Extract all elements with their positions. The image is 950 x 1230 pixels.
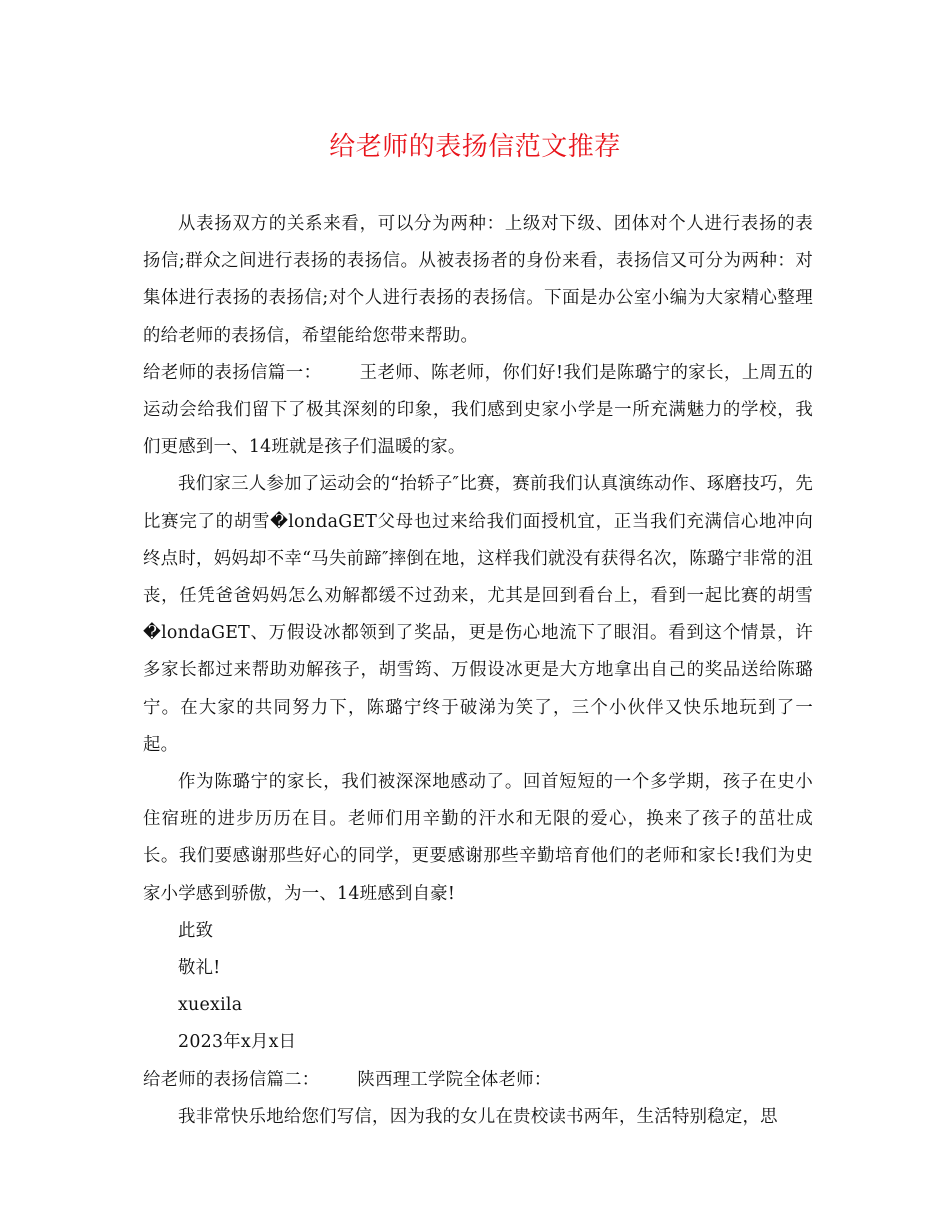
letter2-opening: 陕西理工学院全体老师：	[357, 1069, 552, 1090]
letter1-opening: 王老师、陈老师，你们好!我们是陈璐宁的家长，上周五的运动会给我们留下了极其深刻的印象，我们感到史家小学是一所充满魅力的学校，我们更感到一、14班就是孩子们温暖的家。	[143, 362, 813, 458]
intro-paragraph: 从表扬双方的关系来看，可以分为两种：上级对下级、团体对个人进行表扬的表扬信;群众之间进行表扬的表扬信。从被表扬者的身份来看，表扬信又可分为两种：对集体进行表扬的表扬信;对个人进行表扬的表扬信。下面是办公室小编为大家精心整理的给老师的表扬信，希望能给您带来帮助。	[143, 214, 813, 346]
letter1-paragraph-2: 我们家三人参加了运动会的“抬轿子″比赛，赛前我们认真演练动作、琢磨技巧，先比赛完了的胡雪�londaGET父母也过来给我们面授机宜，正当我们充满信心地冲向终点时，妈妈却不幸“马失前蹄″摔倒在地，这样我们就没有获得名次，陈璐宁非常的沮丧，任凭爸爸妈妈怎么劝解都缓不过劲来，尤其是回到看台上，看到一起比赛的胡雪�londaGET、万假设冰都领到了奖品，更是伤心地流下了眼泪。看到这个情景，许多家长都过来帮助劝解孩子，胡雪筠、万假设冰更是大方地拿出自己的奖品送给陈璐宁。在大家的共同努力下，陈璐宁终于破涕为笑了，三个小伙伴又快乐地玩到了一起。	[143, 474, 813, 755]
closing-line-1: 此致	[178, 920, 214, 941]
letter1-paragraph-3: 作为陈璐宁的家长，我们被深深地感动了。回首短短的一个多学期，孩子在史小住宿班的进步历历在目。老师们用辛勤的汗水和无限的爱心，换来了孩子的茁壮成长。我们要感谢那些好心的同学，更要感谢那些辛勤培育他们的老师和家长!我们为史家小学感到骄傲，为一、14班感到自豪!	[143, 772, 813, 904]
letter2-first-paragraph	[143, 1062, 813, 1099]
signature: xuexila	[178, 995, 243, 1016]
letter1-first-paragraph	[143, 355, 813, 467]
letter-date: 2023年x月x日	[178, 1032, 297, 1053]
document-body	[143, 206, 813, 1136]
letter2-heading: 给老师的表扬信篇二：	[143, 1069, 320, 1090]
page-title: 给老师的表扬信范文推荐	[329, 132, 621, 162]
letter1-heading: 给老师的表扬信篇一：	[143, 362, 322, 383]
letter2-paragraph-1: 我非常快乐地给您们写信，因为我的女儿在贵校读书两年，生活特别稳定，思	[178, 1106, 778, 1127]
closing-line-2: 敬礼!	[178, 958, 221, 979]
